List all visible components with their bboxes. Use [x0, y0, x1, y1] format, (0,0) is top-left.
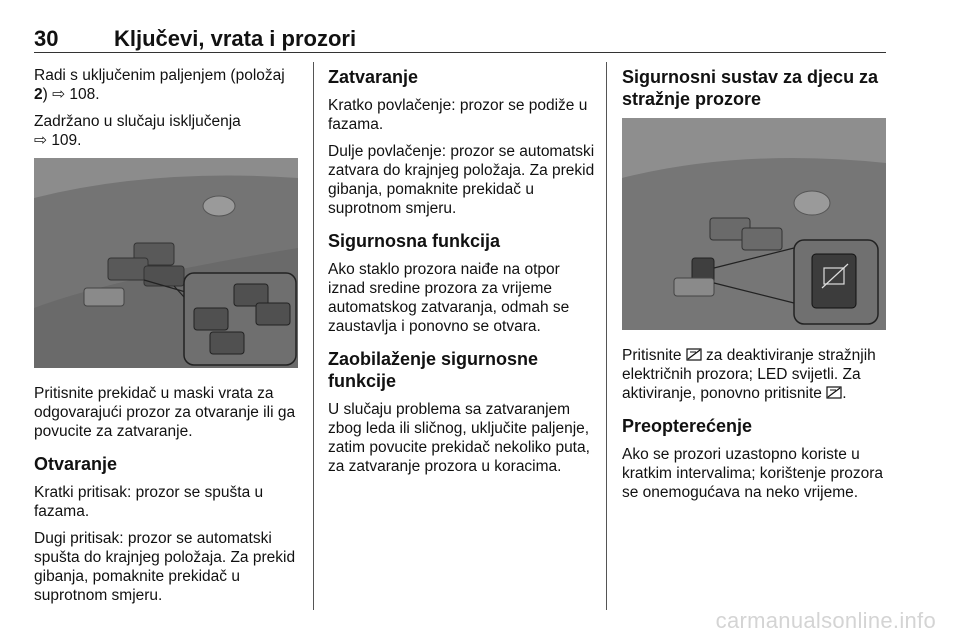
- intro-text: Zadržano u slučaju isključenja: [34, 113, 241, 130]
- page-reference[interactable]: 108.: [69, 86, 100, 103]
- child-lock-window-icon: [686, 347, 702, 364]
- window-switch-panel-drawing: [34, 158, 298, 368]
- page-header: [34, 26, 886, 54]
- child-lock-window-icon: [826, 385, 842, 402]
- page-reference-arrow-icon: ⇨: [52, 85, 66, 103]
- overload-text: Ako se prozori uzastopno koriste u kratkim intervalima; korištenje prozora se onemogućava na neko vrijeme.: [622, 446, 884, 501]
- page-reference-arrow-icon: ⇨: [34, 131, 47, 149]
- header-rule: [34, 52, 886, 53]
- door-switch-illustration: [34, 158, 298, 368]
- child-lock-text-part: za deaktiviranje stražnjih električnih prozora; LED svijetli. Za aktiviranje, ponovno pritisnite: [622, 347, 876, 402]
- heading-safety-function: Sigurnosna funkcija: [328, 231, 501, 251]
- column-2: [328, 66, 596, 484]
- position-number: 2: [34, 86, 43, 103]
- child-lock-text-part: Pritisnite: [622, 347, 686, 364]
- child-lock-illustration: [622, 118, 886, 330]
- chapter-title: Ključevi, vrata i prozori: [114, 26, 357, 51]
- watermark: carmanualsonline.info: [715, 608, 936, 633]
- column-divider: [606, 62, 607, 610]
- intro-text: Radi s uključenim paljenjem (položaj: [34, 67, 285, 84]
- switch-description: Pritisnite prekidač u maski vrata za odgovarajući prozor za otvaranje ili ga povucite za zatvaranje.: [34, 385, 296, 440]
- intro-paragraph-2: [34, 112, 298, 150]
- child-lock-switch-drawing: [622, 118, 886, 330]
- override-safety-text: U slučaju problema sa zatvaranjem zbog leda ili sličnog, uključite paljenje, zatim povucite prekidač nekoliko puta, za zatvaranje prozora u koracima.: [328, 401, 590, 475]
- child-lock-text: [622, 346, 888, 403]
- heading-child-safety: Sigurnosni sustav za djecu za stražnje prozore: [622, 67, 879, 109]
- column-divider: [313, 62, 314, 610]
- closing-short-pull: Kratko povlačenje: prozor se podiže u fazama.: [328, 97, 588, 133]
- heading-overload: Preopterećenje: [622, 416, 753, 436]
- safety-function-text: Ako staklo prozora naiđe na otpor iznad sredine prozora za vrijeme automatskog zatvaranja, odmah se zaustavlja i ponovno se otvara.: [328, 261, 570, 335]
- heading-opening: Otvaranje: [34, 454, 118, 474]
- page-number: 30: [34, 26, 59, 51]
- opening-long-press: Dugi pritisak: prozor se automatski spušta do krajnjeg položaja. Za prekid gibanja, pomaknite prekidač u suprotnom smjeru.: [34, 530, 296, 604]
- opening-short-press: Kratki pritisak: prozor se spušta u fazama.: [34, 484, 264, 520]
- intro-paragraph-1: [34, 66, 298, 104]
- closing-long-pull: Dulje povlačenje: prozor se automatski zatvara do krajnjeg položaja. Za prekid gibanja, pomaknite prekidač u suprotnom smjeru.: [328, 143, 595, 217]
- intro-text: ): [42, 86, 53, 103]
- column-3: [622, 66, 888, 510]
- heading-override-safety: Zaobilaženje sigurnosne funkcije: [328, 349, 539, 391]
- page-reference[interactable]: 109.: [51, 132, 82, 149]
- heading-closing: Zatvaranje: [328, 67, 419, 87]
- column-1: [34, 66, 298, 613]
- child-lock-text-part: .: [842, 385, 847, 402]
